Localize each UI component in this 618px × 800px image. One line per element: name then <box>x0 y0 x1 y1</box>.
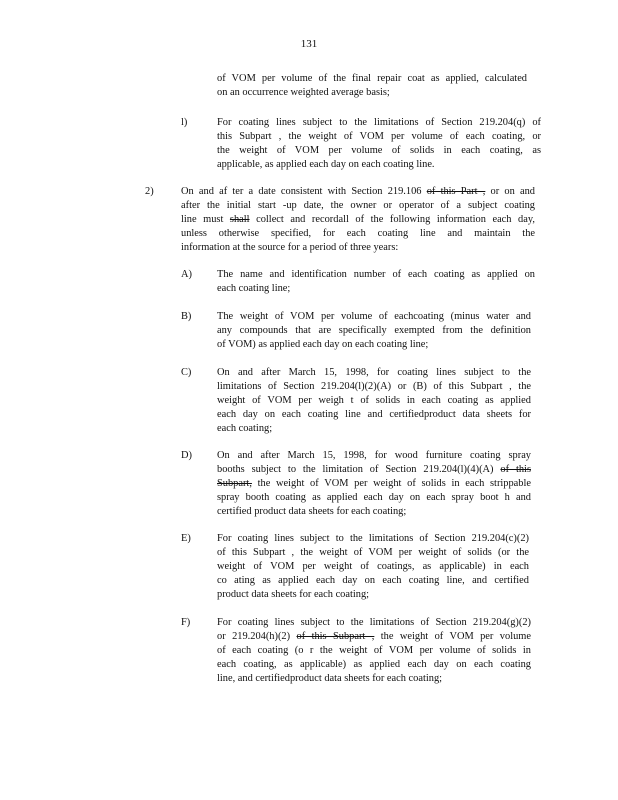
text-line: of this Subpart , the weight of VOM per weight of solids (or the <box>217 547 529 558</box>
sub-label-a: A) <box>181 269 192 280</box>
deleted-text: shall <box>229 214 250 225</box>
text-line: On and af ter a date consistent with Section 219.106 of this Part , or on and <box>181 186 536 197</box>
text-line: Subpart, the weight of VOM per weight of solids in each strippable <box>217 478 531 489</box>
text-line: certified product data sheets for each coating; <box>217 506 407 517</box>
text-line: the weight of VOM per volume of solids in each coating, as <box>217 145 541 156</box>
text-line: of VOM) as applied each day on each coating line; <box>217 339 429 350</box>
text-line: on an occurrence weighted average basis; <box>217 87 390 98</box>
text-line: each coating, as applicable) as applied each day on each coating <box>217 659 531 670</box>
sub-c-paragraph <box>217 366 531 436</box>
sub-label-c: C) <box>181 367 192 378</box>
text-line: For coating lines subject to the limitations of Section 219.204(c)(2) <box>217 533 529 544</box>
sub-a-paragraph <box>217 268 535 296</box>
text-line: each coating; <box>217 423 273 434</box>
page-number: 131 <box>300 38 318 50</box>
text-line: or 219.204(h)(2) of this Subpart , the weight of VOM per volume <box>217 631 531 642</box>
text-line: any compounds that are specifically exempted from the definition <box>217 325 531 336</box>
deleted-text: of this Subpart , <box>296 631 375 642</box>
sub-d-paragraph <box>217 449 531 519</box>
text-line: weight of VOM per weigh t of solids in each coating as applied <box>217 395 531 406</box>
text-line: For coating lines subject to the limitations of Section 219.204(g)(2) <box>217 617 531 628</box>
text-line: weight of VOM per weight of coatings, as applicable) in each <box>217 561 529 572</box>
text-line: co ating as applied each day on each coating line, and certified <box>217 575 529 586</box>
text-line: after the initial start -up date, the owner or operator of a subject coating <box>181 200 535 211</box>
text-line: On and after March 15, 1998, for coating lines subject to the <box>217 367 531 378</box>
item-2-paragraph <box>181 185 535 255</box>
text-line: each coating line; <box>217 283 291 294</box>
text-line: line, and certifiedproduct data sheets for each coating; <box>217 673 443 684</box>
text-line: each day on each coating line and certifiedproduct data sheets for <box>217 409 531 420</box>
sub-label-d: D) <box>181 450 192 461</box>
sub-e-paragraph <box>217 532 529 602</box>
text-line: For coating lines subject to the limitations of Section 219.204(q) of <box>217 117 541 128</box>
text-line: line must shall collect and recordall of the following information each day, <box>181 214 535 225</box>
text-line: The weight of VOM per volume of eachcoating (minus water and <box>217 311 531 322</box>
sub-label-b: B) <box>181 311 192 322</box>
item-l-paragraph <box>217 116 541 172</box>
text-line: limitations of Section 219.204(l)(2)(A) or (B) of this Subpart , the <box>217 381 531 392</box>
text-line: this Subpart , the weight of VOM per volume of each coating, or <box>217 131 541 142</box>
text-line: unless otherwise specified, for each coating line and maintain the <box>181 228 535 239</box>
text-line: The name and identification number of each coating as applied on <box>217 269 535 280</box>
sub-label-f: F) <box>181 617 191 628</box>
sub-f-paragraph <box>217 616 531 686</box>
text-line: of each coating (o r the weight of VOM per volume of solids in <box>217 645 531 656</box>
continuation-paragraph <box>217 72 527 100</box>
deleted-text: of this Part , <box>426 186 486 197</box>
text-line: product data sheets for each coating; <box>217 589 370 600</box>
text-line: On and after March 15, 1998, for wood furniture coating spray <box>217 450 531 461</box>
sub-b-paragraph <box>217 310 531 352</box>
deleted-text: of this <box>500 464 531 475</box>
text-line: information at the source for a period of three years: <box>181 242 399 253</box>
sub-label-e: E) <box>181 533 191 544</box>
text-line: applicable, as applied each day on each coating line. <box>217 159 435 170</box>
item-label-l: l) <box>181 117 188 128</box>
item-label-2: 2) <box>145 186 154 197</box>
text-line: of VOM per volume of the final repair coat as applied, calculated <box>217 73 527 84</box>
text-line: booths subject to the limitation of Section 219.204(l)(4)(A) of this <box>217 464 531 475</box>
text-line: spray booth coating as applied each day on each spray boot h and <box>217 492 531 503</box>
deleted-text: Subpart, <box>217 478 252 489</box>
